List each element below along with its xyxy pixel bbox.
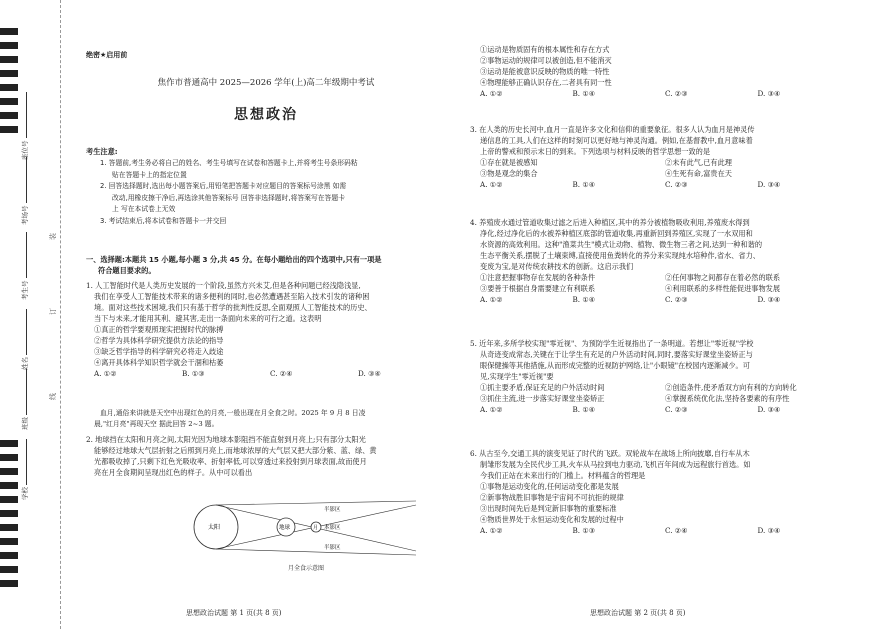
question-text: 能够经过地球大气层折射之后照到月亮上,而地球浓厚的大气层又把大部分紫、蓝、绿、黄: [94, 446, 377, 455]
option-c[interactable]: C. ②④: [665, 526, 688, 535]
notice-line: 3. 考试结束后,将本试卷和答题卡一并交回: [100, 216, 227, 225]
material-text: 晨,"红月亮"再现天空 据此回答 2~3 题。: [94, 420, 219, 428]
binding-stripe: [0, 98, 18, 105]
school-field[interactable]: 学校: [20, 439, 29, 500]
option-d[interactable]: D. ③④: [757, 405, 781, 414]
binding-stripe: [0, 580, 18, 587]
option-c[interactable]: C. ②③: [665, 295, 688, 304]
question-text: 6. 从古至今,交通工具的演变见证了时代的飞跃。双轮战车在战场上所向披靡,自行车从木: [470, 449, 750, 458]
question-5: [470, 338, 850, 415]
binding-stripe: [0, 70, 18, 77]
statement-item: ④掌握系统优化法,坚持各要素的有序性: [665, 394, 790, 403]
binding-stripe: [0, 454, 18, 461]
statement-item: ④利用联系的多样性能促进事物发展: [665, 284, 781, 293]
statement-item: ②事物运动的规律可以被创造,但不能消灭: [480, 56, 612, 65]
answer-options: [470, 525, 850, 536]
question-text: 见,实现学生"零近视"要: [480, 372, 554, 381]
notice-heading: 考生注意:: [86, 147, 118, 156]
question-2: [86, 434, 446, 478]
notice-list: [100, 158, 446, 227]
question-text: 境。面对这些技术困境,我们只有基于哲学的批判性反思,全面观照人工智能技术的历史、: [94, 303, 372, 312]
statement-row: [470, 283, 850, 294]
question-text: 我们在享受人工智能技术带来的诸多便利的同时,也必然遭遇甚至陷入技术引发的诸种困: [94, 292, 370, 301]
notice-line: 1. 答题前,考生务必将自己的姓名、考生号填写在试卷和答题卡上,并将考生号条形码粘: [100, 159, 358, 167]
question-text: 2. 地球挡在太阳和月亮之间,太阳光因为地球本影阻挡不能直射到月亮上;只有部分太阳光: [86, 435, 366, 444]
confidential-mark: 绝密★启用前: [86, 51, 128, 59]
question-text: 水资源的高效利用。这种"渔菜共生"模式让动物、植物、微生物三者之间,达到一种和谐的: [480, 240, 763, 249]
material-passage: [86, 408, 446, 430]
option-a[interactable]: A. ①②: [480, 405, 503, 414]
binding-stripe: [0, 440, 18, 447]
seat-number-field[interactable]: 座位号: [20, 93, 29, 161]
option-a[interactable]: A. ①②: [94, 369, 117, 378]
option-d[interactable]: D. ③④: [358, 369, 381, 378]
option-b[interactable]: B. ①④: [572, 295, 596, 304]
answer-options: [470, 404, 850, 415]
ray-line: [216, 501, 416, 505]
option-b[interactable]: B. ①④: [572, 180, 596, 189]
option-b[interactable]: B. ①④: [572, 405, 596, 414]
question-text: 变废为宝,是对传统农耕技术的创新。这启示我们: [480, 262, 634, 271]
binding-stripe: [0, 112, 18, 119]
question-text: 从奇迹变成常态,关键在于让学生有充足的户外活动时间,同时,要落实好课堂坐姿矫正与: [480, 350, 753, 359]
statement-item: ①注意把握事物存在发展的各种条件: [480, 273, 596, 282]
notice-line: 上 写在本试卷上无效: [112, 205, 176, 213]
binding-stripe: [0, 28, 18, 35]
statement-item: ③出现时间先后是判定新旧事物的重要标准: [480, 504, 617, 513]
lunar-eclipse-diagram: [186, 497, 426, 572]
answer-options: [470, 294, 850, 305]
binding-stripe: [0, 552, 18, 559]
umbra-label: 本影区: [324, 525, 341, 531]
section-heading-line: 符合题目要求的。: [98, 266, 156, 275]
question-text: 生态平衡关系,摆脱了土壤束缚,直接使用鱼粪转化的养分来实现纯水培种作,省水、省力、: [480, 251, 760, 260]
question-1: [86, 280, 446, 379]
statement-item: ②新事物战胜旧事物是宇宙间不可抗拒的规律: [480, 493, 624, 502]
binding-stripe: [0, 538, 18, 545]
statement-item: ①事物是运动变化的,任何运动变化都是发展: [480, 482, 619, 491]
statement-item: ②任何事物之间都存在着必然的联系: [665, 273, 781, 282]
option-a[interactable]: A. ①②: [480, 180, 503, 189]
option-a[interactable]: A. ①②: [480, 526, 503, 535]
question-text: 当下与未来,才能用其利、避其害,走出一条面向未来的可行之道。这表明: [94, 314, 322, 323]
option-b[interactable]: B. ①③: [572, 526, 596, 535]
statement-row: [470, 393, 850, 404]
binding-stripe: [0, 482, 18, 489]
statement-item: ①运动是物质固有的根本属性和存在方式: [480, 45, 610, 54]
exam-room-field[interactable]: 考场号: [20, 158, 29, 226]
option-b[interactable]: B. ①④: [572, 89, 596, 98]
figure-caption: 月全食示意图: [287, 565, 324, 572]
class-field[interactable]: 班级: [20, 369, 29, 430]
statement-item: ③要善于根据自身需要建立有利联系: [480, 284, 596, 293]
question-text: 上帝的警戒和预示末日的到来。下列选项与材料反映的哲学思想一致的是: [480, 147, 711, 156]
option-c[interactable]: C. ②③: [665, 405, 688, 414]
notice-line: 2. 回答选择题时,选出每小题答案后,用铅笔把答题卡对应题目的答案标号涂黑 如需: [100, 182, 347, 190]
statement-item: ②创造条件,使矛盾双方向有利的方向转化: [665, 383, 797, 392]
question-text: 光都吸收掉了,只剩下红色光吸收率、折射率低,可以穿透过来投射到月球表面,故而使月: [94, 457, 367, 466]
binding-stripe: [0, 524, 18, 531]
question-text: 递信息的工具,人们在这样的时刻可以更好地与神灵沟通。例如,在基督教中,血月意味着: [480, 136, 753, 145]
statement-item: ②未有此气,已有此理: [665, 158, 732, 167]
binding-stripe: [0, 84, 18, 91]
penumbra-label-top: 半影区: [324, 507, 341, 513]
name-field[interactable]: 姓名: [20, 309, 29, 370]
section-heading: [86, 254, 446, 276]
subject-title: 思想政治: [234, 107, 298, 123]
moon-label: 月: [313, 525, 319, 531]
notice-line: 改动,用橡皮擦干净后,再选涂其他答案标号 回答非选择题时,将答案写在答题卡: [112, 193, 345, 202]
statement-item: ④生死有命,富贵在天: [665, 169, 732, 178]
statement-item: ①真正的哲学要观照现实把握时代的脉搏: [94, 325, 224, 334]
binding-stripe: [0, 468, 18, 475]
statement-item: ④离开具体科学知识哲学就会干涸和枯萎: [94, 358, 224, 367]
question-text: 眼保健操等其他措施,从而形成完整的近视防护网络,让"小眼镜"在校园内逐渐减少。可: [480, 361, 750, 370]
earth-label: 地球: [279, 525, 291, 531]
binding-word: 线: [49, 393, 57, 400]
question-text: 制雏形发展为全民代步工具,火车从马拉到电力驱动,飞机百年间成为远程旅行首选。如: [480, 460, 751, 469]
ray-line: [216, 549, 416, 555]
binding-stripe: [0, 126, 18, 133]
statement-item: ③缺乏哲学指导的科学研究必将走入歧途: [94, 347, 224, 356]
option-b[interactable]: B. ①③: [182, 369, 205, 378]
question-2-continued: [470, 44, 850, 99]
option-d[interactable]: D. ③④: [757, 180, 781, 189]
student-number-field[interactable]: 考生号: [20, 233, 29, 301]
notice-item: [100, 216, 446, 227]
notice-line: 贴在答题卡上的指定位置: [112, 170, 187, 179]
statement-row: [470, 168, 850, 179]
page-footer: 思想政治试题 第 2 页(共 8 页): [590, 609, 686, 617]
question-text: 4. 养殖废水通过管道收集过滤之后进入种植区,其中的养分被植物吸收利用,养殖废水得到: [470, 218, 750, 227]
answer-options: [470, 88, 850, 99]
binding-strip: [0, 0, 61, 629]
option-c[interactable]: C. ②③: [665, 180, 688, 189]
binding-stripe: [0, 496, 18, 503]
question-text: 3. 在人类的历史长河中,血月一直是许多文化和信仰的重要象征。很多人认为血月是神灵传: [470, 125, 755, 134]
page-footer: 思想政治试题 第 1 页(共 8 页): [186, 609, 282, 617]
option-d[interactable]: D. ③④: [757, 526, 781, 535]
option-a[interactable]: A. ①②: [480, 295, 503, 304]
option-a[interactable]: A. ①②: [480, 89, 503, 98]
binding-stripe: [0, 566, 18, 573]
option-d[interactable]: D. ③④: [757, 89, 781, 98]
statement-item: ③物是观念的集合: [480, 169, 538, 178]
answer-options: [86, 368, 446, 379]
statement-row: [470, 272, 850, 283]
option-c[interactable]: C. ②④: [270, 369, 293, 378]
question-text: 亮在月全食期间呈现出红色的样子。从中可以看出: [94, 468, 253, 477]
question-6: [470, 448, 850, 536]
binding-stripe: [0, 56, 18, 63]
exam-title: 焦作市普通高中 2025—2026 学年(上)高二年级期中考试: [157, 78, 375, 88]
eclipse-svg: [186, 497, 426, 561]
statement-row: [470, 157, 850, 168]
statement-item: ②哲学为具体科学研究提供方法论的指导: [94, 336, 224, 345]
material-text: 血月,通俗来讲就是天空中出现红色的月亮,一般出现在月全食之时。2025 年 9 月 8 日凌: [100, 409, 366, 417]
statement-item: ①抓主要矛盾,保证充足的户外活动时间: [480, 383, 605, 392]
question-text: 5. 近年来,多所学校实现"零近视"、为预防学生近视指出了一条明道。若想让"零近视"学校: [470, 339, 754, 348]
question-text: 净化,经过净化后的水被养种植区底部的管道收集,再重新回到养殖区,实现了一水双用和: [480, 229, 753, 238]
binding-word: 订: [49, 308, 57, 315]
statement-item: ③抓住主流,进一步落实好课堂坐姿矫正: [480, 394, 605, 403]
binding-stripe: [0, 42, 18, 49]
question-4: [470, 217, 850, 305]
statement-row: [470, 382, 850, 393]
answer-options: [470, 179, 850, 190]
section-heading-line: 一、选择题:本题共 15 小题,每小题 3 分,共 45 分。在每小题给出的四个选项中,只有一项是: [86, 255, 382, 264]
statement-item: ③运动是能被意识反映的物质的唯一特性: [480, 67, 610, 76]
option-d[interactable]: D. ③④: [757, 295, 781, 304]
notice-item: [100, 158, 446, 180]
notice-item: [100, 181, 446, 215]
statement-item: ①存在就是被感知: [480, 158, 538, 167]
penumbra-label-bottom: 半影区: [324, 545, 341, 551]
statement-item: ④物理能够正确认识存在,二者具有同一性: [480, 78, 612, 87]
option-c[interactable]: C. ②③: [665, 89, 688, 98]
binding-word: 装: [49, 233, 57, 240]
question-text: 今我们正站在未来出行的门槛上。材料蕴含的哲理是: [480, 471, 646, 480]
statement-item: ④物质世界处于永恒运动变化和发展的过程中: [480, 515, 624, 524]
sun-label: 太阳: [208, 524, 221, 531]
binding-stripe: [0, 510, 18, 517]
question-text: 1. 人工智能时代是人类历史发展的一个阶段,虽然方兴未艾,但是各种问题已经浅隐浅显,: [86, 281, 361, 290]
question-3: [470, 124, 850, 190]
